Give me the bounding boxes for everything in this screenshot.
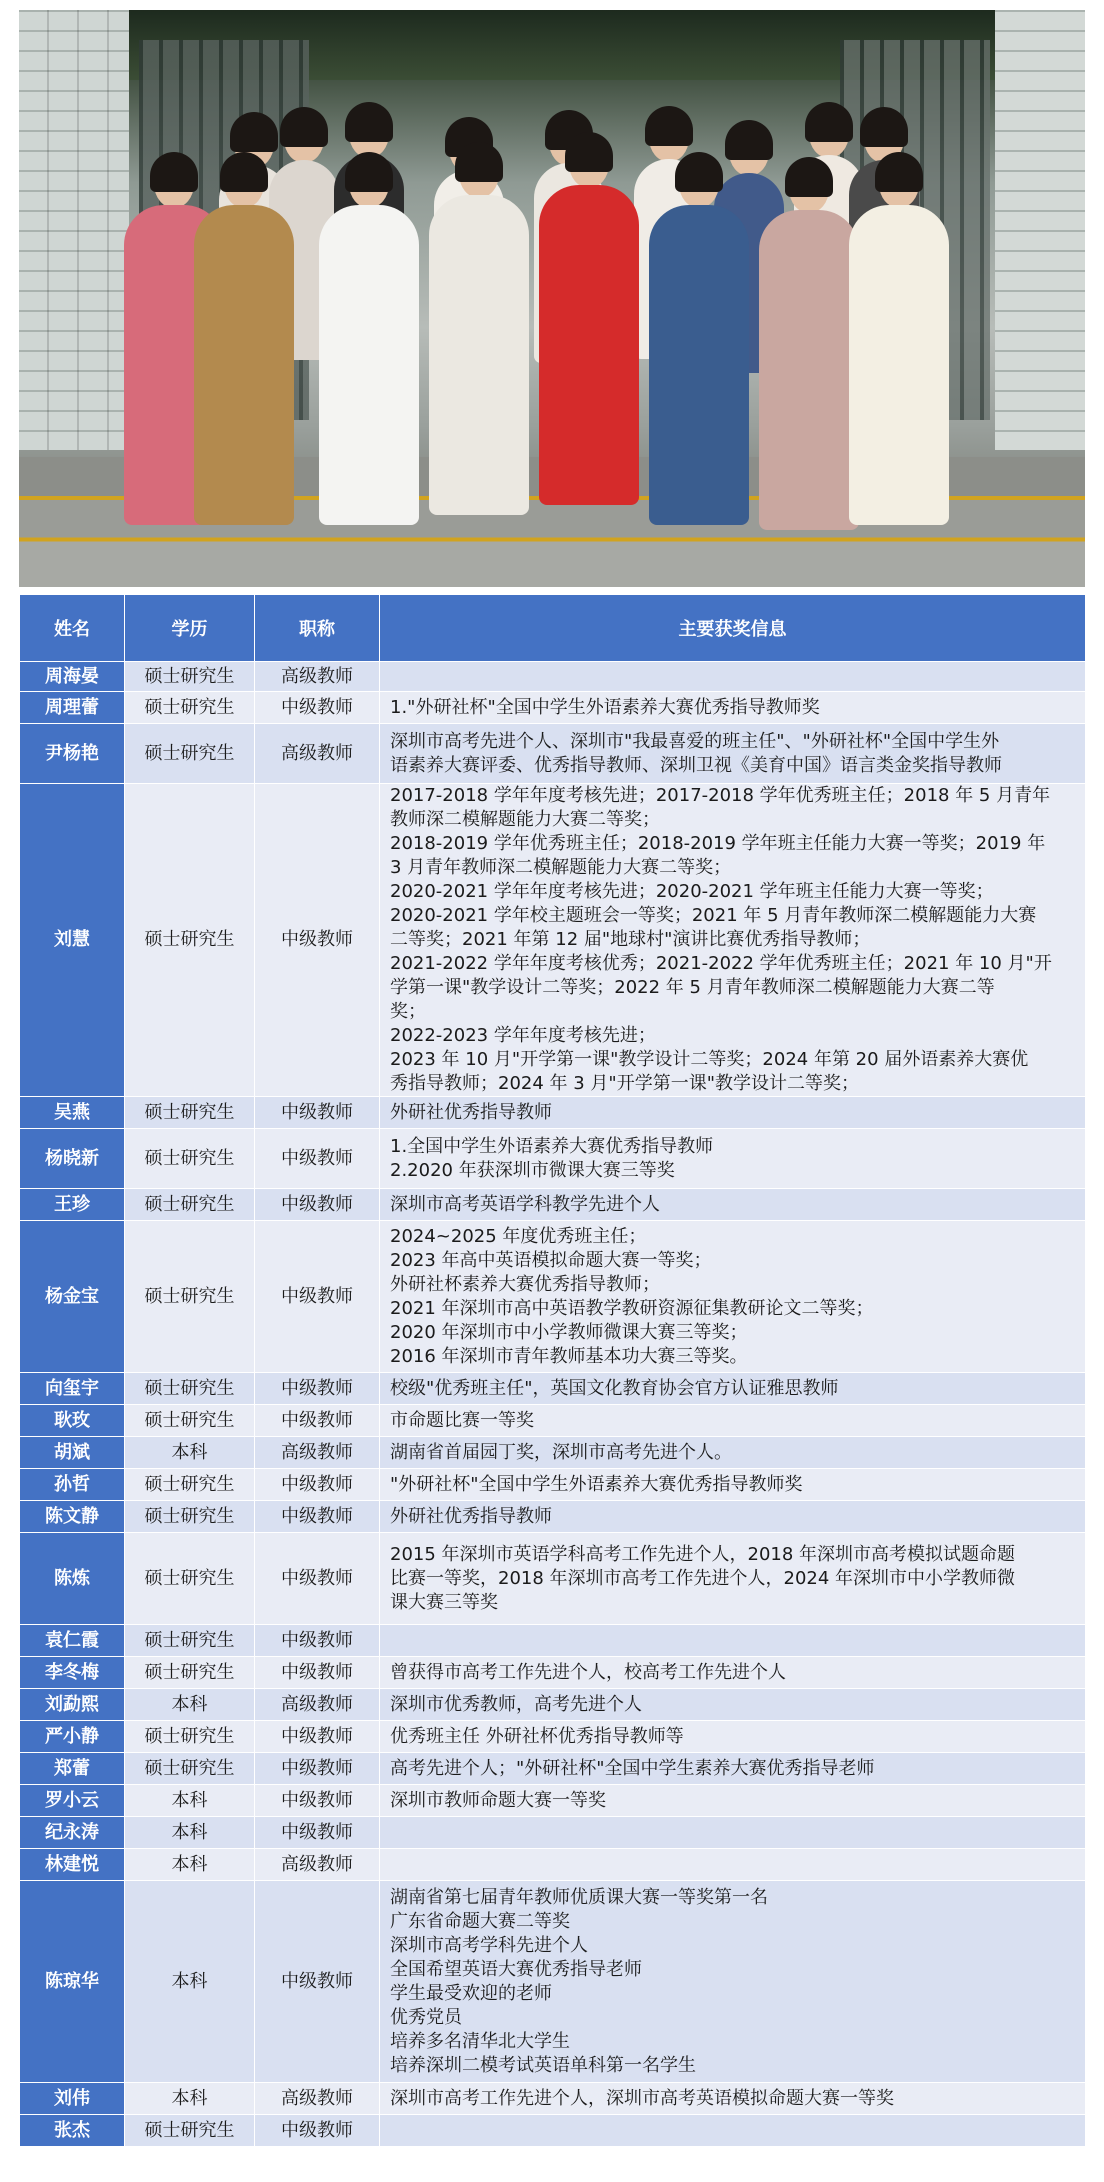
teacher-education: 本科 xyxy=(125,2083,255,2115)
teacher-awards xyxy=(380,692,1086,724)
teacher-title: 中级教师 xyxy=(255,1189,380,1221)
teacher-title: 中级教师 xyxy=(255,1373,380,1405)
table-row xyxy=(20,1657,1086,1689)
teacher-name: 郑蕾 xyxy=(20,1753,125,1785)
person-body xyxy=(759,210,859,530)
award-line: 外研社杯素养大赛优秀指导教师； xyxy=(390,1273,660,1295)
teacher-title: 高级教师 xyxy=(255,1849,380,1881)
award-line: 奖； xyxy=(390,1001,426,1022)
teacher-title: 中级教师 xyxy=(255,1221,380,1373)
teacher-awards xyxy=(380,1405,1086,1437)
teacher-name: 袁仁霞 xyxy=(20,1625,125,1657)
award-line: 语素养大赛评委、优秀指导教师、深圳卫视《美育中国》语言类金奖指导教师 xyxy=(390,754,1002,776)
table-row xyxy=(20,1469,1086,1501)
award-line: 课大赛三等奖 xyxy=(390,1591,498,1613)
award-line: 2015 年深圳市英语学科高考工作先进个人，2018 年深圳市高考模拟试题命题 xyxy=(390,1543,1016,1565)
teacher-awards xyxy=(380,1501,1086,1533)
teacher-awards xyxy=(380,1097,1086,1129)
teacher-awards xyxy=(380,1817,1086,1849)
teacher-education: 硕士研究生 xyxy=(125,1533,255,1625)
award-line: 深圳市教师命题大赛一等奖 xyxy=(390,1789,606,1811)
header-education: 学历 xyxy=(125,595,255,662)
teacher-education: 硕士研究生 xyxy=(125,1469,255,1501)
teacher-awards xyxy=(380,1785,1086,1817)
teacher-education: 本科 xyxy=(125,1689,255,1721)
award-line: 2.2020 年获深圳市微课大赛三等奖 xyxy=(390,1159,675,1181)
teacher-education: 硕士研究生 xyxy=(125,1097,255,1129)
table-header-row xyxy=(20,595,1086,662)
table-row xyxy=(20,1405,1086,1437)
table-row xyxy=(20,1373,1086,1405)
award-line: 湖南省首届园丁奖，深圳市高考先进个人。 xyxy=(390,1441,732,1463)
award-line: 校级"优秀班主任"，英国文化教育协会官方认证雅思教师 xyxy=(390,1377,839,1399)
teacher-title: 中级教师 xyxy=(255,1533,380,1625)
award-line: 优秀党员 xyxy=(390,2006,462,2028)
award-line: 市命题比赛一等奖 xyxy=(390,1409,534,1431)
teacher-title: 中级教师 xyxy=(255,692,380,724)
teacher-education: 硕士研究生 xyxy=(125,1221,255,1373)
tiled-wall-left xyxy=(19,10,129,450)
teacher-name: 刘勐熙 xyxy=(20,1689,125,1721)
teacher-education: 硕士研究生 xyxy=(125,1721,255,1753)
table-row xyxy=(20,1753,1086,1785)
award-line: 深圳市高考学科先进个人 xyxy=(390,1934,588,1956)
award-line: 广东省命题大赛二等奖 xyxy=(390,1910,570,1932)
teacher-education: 硕士研究生 xyxy=(125,1129,255,1189)
teacher-name: 杨金宝 xyxy=(20,1221,125,1373)
teacher-title: 中级教师 xyxy=(255,1625,380,1657)
teacher-awards xyxy=(380,2083,1086,2115)
award-line: 2016 年深圳市青年教师基本功大赛三等奖。 xyxy=(390,1345,748,1367)
teacher-title: 中级教师 xyxy=(255,1657,380,1689)
table-row xyxy=(20,1221,1086,1373)
teacher-title: 高级教师 xyxy=(255,662,380,692)
teacher-education: 硕士研究生 xyxy=(125,1189,255,1221)
person-hair xyxy=(345,102,393,142)
teacher-title: 中级教师 xyxy=(255,1817,380,1849)
teacher-title: 中级教师 xyxy=(255,1501,380,1533)
tiled-wall-right xyxy=(995,10,1085,450)
award-line: 2020-2021 学年校主题班会一等奖；2021 年 5 月青年教师深二模解题能力大赛 xyxy=(390,905,1037,926)
teacher-education: 硕士研究生 xyxy=(125,1373,255,1405)
teacher-name: 陈琼华 xyxy=(20,1881,125,2083)
table-row xyxy=(20,1785,1086,1817)
award-line: 比赛一等奖，2018 年深圳市高考工作先进个人，2024 年深圳市中小学教师微 xyxy=(390,1567,1016,1589)
teacher-title: 中级教师 xyxy=(255,784,380,1097)
table-row xyxy=(20,1189,1086,1221)
teacher-education: 硕士研究生 xyxy=(125,662,255,692)
person-body xyxy=(429,195,529,515)
teacher-title: 中级教师 xyxy=(255,1097,380,1129)
teacher-awards xyxy=(380,1469,1086,1501)
person-body xyxy=(849,205,949,525)
person-body xyxy=(319,205,419,525)
teacher-title: 中级教师 xyxy=(255,1129,380,1189)
header-awards: 主要获奖信息 xyxy=(380,595,1086,662)
table-row xyxy=(20,1129,1086,1189)
teacher-awards xyxy=(380,1849,1086,1881)
award-line: 高考先进个人；"外研社杯"全国中学生素养大赛优秀指导老师 xyxy=(390,1757,875,1779)
table-row xyxy=(20,724,1086,784)
award-line: 外研社优秀指导教师 xyxy=(390,1101,552,1123)
teacher-education: 硕士研究生 xyxy=(125,784,255,1097)
teacher-name: 李冬梅 xyxy=(20,1657,125,1689)
teacher-awards xyxy=(380,1721,1086,1753)
award-line: 秀指导教师；2024 年 3 月"开学第一课"教学设计二等奖； xyxy=(390,1073,859,1094)
person-body xyxy=(539,185,639,505)
award-line: 2021-2022 学年年度考核优秀；2021-2022 学年优秀班主任；2021 年 10 月"开 xyxy=(390,953,1052,974)
table-row xyxy=(20,1721,1086,1753)
header-name: 姓名 xyxy=(20,595,125,662)
award-line: 2021 年深圳市高中英语教学教研资源征集教研论文二等奖； xyxy=(390,1297,874,1319)
teacher-awards xyxy=(380,1373,1086,1405)
award-line: 2020-2021 学年年度考核先进；2020-2021 学年班主任能力大赛一等奖； xyxy=(390,881,994,902)
person-hair xyxy=(230,112,278,152)
award-line: 二等奖；2021 年第 12 届"地球村"演讲比赛优秀指导教师； xyxy=(390,929,871,950)
teacher-awards xyxy=(380,724,1086,784)
teacher-awards xyxy=(380,1753,1086,1785)
table-row xyxy=(20,1881,1086,2083)
teacher-education: 本科 xyxy=(125,1437,255,1469)
award-line: 3 月青年教师深二模解题能力大赛二等奖； xyxy=(390,857,732,878)
teacher-name: 周理蕾 xyxy=(20,692,125,724)
award-line: 教师深二模解题能力大赛二等奖； xyxy=(390,809,660,830)
teacher-education: 硕士研究生 xyxy=(125,1625,255,1657)
table-row xyxy=(20,1849,1086,1881)
table-row xyxy=(20,1501,1086,1533)
teacher-title: 中级教师 xyxy=(255,1721,380,1753)
person-hair xyxy=(345,152,393,192)
teacher-awards xyxy=(380,1129,1086,1189)
teacher-awards xyxy=(380,1437,1086,1469)
teacher-title: 高级教师 xyxy=(255,1437,380,1469)
teacher-name: 孙哲 xyxy=(20,1469,125,1501)
teacher-education: 硕士研究生 xyxy=(125,724,255,784)
person-body xyxy=(649,205,749,525)
group-photo xyxy=(19,10,1085,587)
teacher-title: 中级教师 xyxy=(255,1469,380,1501)
teacher-title: 中级教师 xyxy=(255,2115,380,2147)
teacher-awards xyxy=(380,2115,1086,2147)
teacher-title: 中级教师 xyxy=(255,1881,380,2083)
teacher-awards-table xyxy=(19,594,1086,2147)
teacher-education: 硕士研究生 xyxy=(125,2115,255,2147)
person-hair xyxy=(805,102,853,142)
person-hair xyxy=(645,106,693,146)
teacher-name: 王珍 xyxy=(20,1189,125,1221)
award-line: 湖南省第七届青年教师优质课大赛一等奖第一名 xyxy=(390,1886,768,1908)
award-line: 学第一课"教学设计二等奖；2022 年 5 月青年教师深二模解题能力大赛二等 xyxy=(390,977,995,998)
teacher-title: 高级教师 xyxy=(255,1689,380,1721)
award-line: 培养深圳二模考试英语单科第一名学生 xyxy=(390,2054,696,2076)
table-row xyxy=(20,1097,1086,1129)
teacher-name: 吴燕 xyxy=(20,1097,125,1129)
award-line: 2017-2018 学年年度考核先进；2017-2018 学年优秀班主任；2018 年 5 月青年 xyxy=(390,785,1051,806)
teacher-awards xyxy=(380,1625,1086,1657)
teacher-education: 硕士研究生 xyxy=(125,1753,255,1785)
teacher-awards xyxy=(380,1657,1086,1689)
teacher-awards xyxy=(380,1689,1086,1721)
teacher-name: 林建悦 xyxy=(20,1849,125,1881)
teacher-title: 中级教师 xyxy=(255,1785,380,1817)
teacher-name: 刘伟 xyxy=(20,2083,125,2115)
award-line: 优秀班主任 外研社杯优秀指导教师等 xyxy=(390,1725,684,1747)
teacher-education: 硕士研究生 xyxy=(125,692,255,724)
teacher-name: 胡斌 xyxy=(20,1437,125,1469)
award-line: 1."外研社杯"全国中学生外语素养大赛优秀指导教师奖 xyxy=(390,696,820,718)
table-row xyxy=(20,1533,1086,1625)
person-hair xyxy=(220,152,268,192)
person-hair xyxy=(565,132,613,172)
teacher-education: 本科 xyxy=(125,1849,255,1881)
award-line: 2023 年 10 月"开学第一课"教学设计二等奖；2024 年第 20 届外语素养大赛优 xyxy=(390,1049,1029,1070)
table-row xyxy=(20,662,1086,692)
award-line: 培养多名清华北大学生 xyxy=(390,2030,570,2052)
teacher-title: 中级教师 xyxy=(255,1405,380,1437)
award-line: 曾获得市高考工作先进个人，校高考工作先进个人 xyxy=(390,1661,786,1683)
teacher-name: 周海晏 xyxy=(20,662,125,692)
teacher-title: 高级教师 xyxy=(255,2083,380,2115)
teacher-education: 本科 xyxy=(125,1881,255,2083)
teacher-title: 高级教师 xyxy=(255,724,380,784)
teacher-awards xyxy=(380,784,1086,1097)
teacher-name: 耿玫 xyxy=(20,1405,125,1437)
award-line: 2022-2023 学年年度考核先进； xyxy=(390,1025,656,1046)
table-row xyxy=(20,1625,1086,1657)
award-line: 1.全国中学生外语素养大赛优秀指导教师 xyxy=(390,1135,714,1157)
teacher-education: 硕士研究生 xyxy=(125,1405,255,1437)
teacher-name: 向玺宇 xyxy=(20,1373,125,1405)
person-hair xyxy=(675,152,723,192)
teacher-awards xyxy=(380,1221,1086,1373)
award-line: 深圳市高考先进个人、深圳市"我最喜爱的班主任"、"外研社杯"全国中学生外 xyxy=(390,730,1000,752)
teacher-education: 本科 xyxy=(125,1817,255,1849)
person-body xyxy=(194,205,294,525)
award-line: 2024~2025 年度优秀班主任； xyxy=(390,1225,647,1247)
table-row xyxy=(20,2083,1086,2115)
table-row xyxy=(20,1437,1086,1469)
teacher-education: 硕士研究生 xyxy=(125,1657,255,1689)
award-line: 外研社优秀指导教师 xyxy=(390,1505,552,1527)
person-hair xyxy=(725,120,773,160)
award-line: 2023 年高中英语模拟命题大赛一等奖； xyxy=(390,1249,712,1271)
teacher-education: 硕士研究生 xyxy=(125,1501,255,1533)
person-hair xyxy=(280,107,328,147)
award-line: 学生最受欢迎的老师 xyxy=(390,1982,552,2004)
award-line: 2020 年深圳市中小学教师微课大赛三等奖； xyxy=(390,1321,748,1343)
teacher-awards xyxy=(380,1533,1086,1625)
teacher-education: 本科 xyxy=(125,1785,255,1817)
teacher-name: 杨晓新 xyxy=(20,1129,125,1189)
award-line: 深圳市优秀教师，高考先进个人 xyxy=(390,1693,642,1715)
teacher-name: 严小静 xyxy=(20,1721,125,1753)
person-hair xyxy=(860,107,908,147)
table-row xyxy=(20,1817,1086,1849)
person-hair xyxy=(875,152,923,192)
table-row xyxy=(20,784,1086,1097)
award-line: "外研社杯"全国中学生外语素养大赛优秀指导教师奖 xyxy=(390,1473,803,1495)
table-row xyxy=(20,2115,1086,2147)
award-line: 深圳市高考英语学科教学先进个人 xyxy=(390,1193,660,1215)
person-hair xyxy=(455,142,503,182)
teacher-name: 陈文静 xyxy=(20,1501,125,1533)
teacher-title: 中级教师 xyxy=(255,1753,380,1785)
header-title: 职称 xyxy=(255,595,380,662)
person-hair xyxy=(150,152,198,192)
teacher-name: 尹杨艳 xyxy=(20,724,125,784)
teacher-name: 陈炼 xyxy=(20,1533,125,1625)
teacher-awards xyxy=(380,662,1086,692)
table-row xyxy=(20,692,1086,724)
teacher-name: 罗小云 xyxy=(20,1785,125,1817)
award-line: 深圳市高考工作先进个人，深圳市高考英语模拟命题大赛一等奖 xyxy=(390,2087,894,2109)
teacher-awards xyxy=(380,1881,1086,2083)
teacher-name: 张杰 xyxy=(20,2115,125,2147)
table-body xyxy=(20,662,1086,2147)
teacher-name: 刘慧 xyxy=(20,784,125,1097)
person-hair xyxy=(785,157,833,197)
award-line: 2018-2019 学年优秀班主任；2018-2019 学年班主任能力大赛一等奖；2019 年 xyxy=(390,833,1046,854)
award-line: 全国希望英语大赛优秀指导老师 xyxy=(390,1958,642,1980)
table-row xyxy=(20,1689,1086,1721)
teacher-name: 纪永涛 xyxy=(20,1817,125,1849)
teacher-awards xyxy=(380,1189,1086,1221)
